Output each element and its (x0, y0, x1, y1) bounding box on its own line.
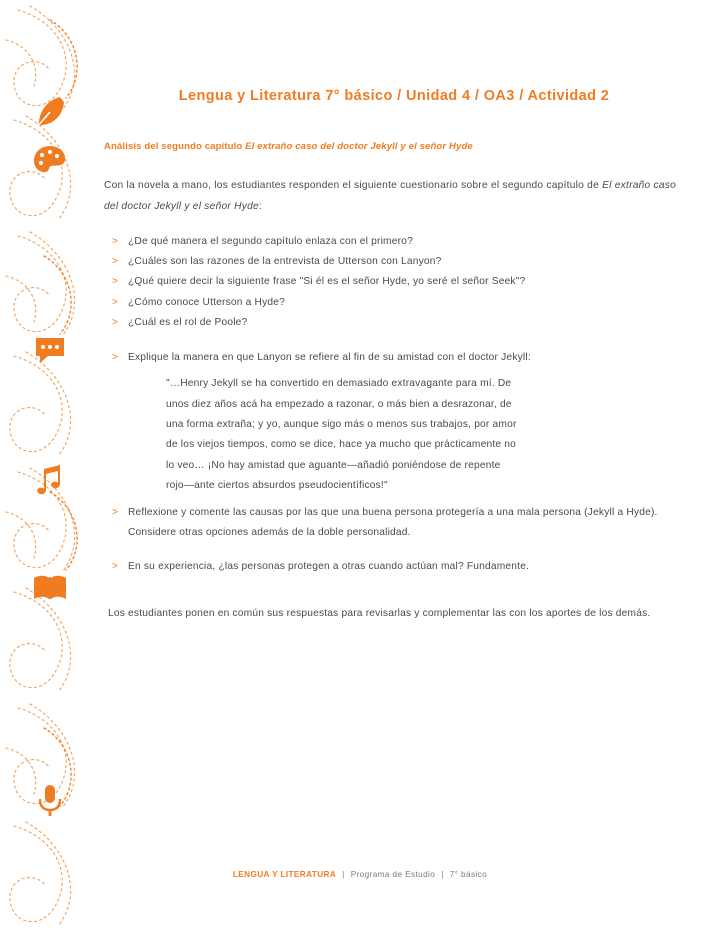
question-text: ¿Cuáles son las razones de la entrevista de Utterson con Lanyon? (128, 256, 442, 268)
quote-block (104, 374, 684, 496)
question-text: ¿Cuál es el rol de Poole? (128, 317, 248, 329)
explain-prompt (104, 348, 684, 368)
quote-line: rojo—ante ciertos absurdos pseudocientíficos!" (166, 480, 388, 492)
question-text: ¿Qué quiere decir la siguiente frase "Si él es el señor Hyde, yo seré el señor Seek"? (128, 276, 526, 288)
subtitle-prefix: Análisis del segundo capítulo (104, 141, 246, 153)
bullet-arrow-icon: > (112, 235, 119, 247)
list-item (104, 313, 684, 333)
feather-pen-icon (30, 92, 70, 132)
intro-part-2: : (258, 200, 262, 212)
speech-bubble-icon (30, 330, 70, 370)
question-list (104, 232, 684, 334)
quote-line: de los viejos tiempos, como se dice, hace ya mucho que prácticamente no (166, 439, 516, 451)
bullet-arrow-icon: > (112, 296, 119, 308)
experience-prompt (104, 557, 684, 577)
intro-part-1: Con la novela a mano, los estudiantes responden el siguiente cuestionario sobre el segundo capítulo de (104, 179, 603, 191)
intro-work-title: El extraño caso del doctor Jekyll y el señor Hyde (104, 179, 677, 212)
reflect-prompt-text: Reflexione y comente las causas por las que una buena persona protegería a una mala persona (Jekyll a Hyde). Considere otras opciones además de la doble personalidad. (128, 506, 658, 538)
experience-prompt-text: En su experiencia, ¿las personas protegen a otras cuando actúan mal? Fundamente. (128, 561, 530, 573)
document-content (104, 0, 684, 624)
footer-grade: 7° básico (449, 870, 488, 879)
bullet-arrow-icon: > (112, 561, 119, 573)
page-footer (0, 870, 720, 879)
question-text: ¿De qué manera el segundo capítulo enlaza con el primero? (128, 235, 413, 247)
quote-line: lo veo… ¡No hay amistad que aguante—añadió poniéndose de repente (166, 459, 501, 471)
footer-separator-2: | (441, 870, 444, 879)
closing-paragraph: Los estudiantes ponen en común sus respuestas para revisarlas y complementar las con los aportes de los demás. (108, 607, 651, 619)
quote-line: unos diez años acá ha empezado a razonar, o más bien a desrazonar, de (166, 398, 512, 410)
list-item (104, 293, 684, 313)
footer-brand: LENGUA Y LITERATURA (232, 870, 337, 879)
page-title: Lengua y Literatura 7° básico / Unidad 4 / OA3 / Actividad 2 (178, 88, 610, 104)
activity-subtitle (104, 141, 684, 153)
bullet-arrow-icon: > (112, 317, 119, 329)
intro-paragraph (104, 176, 684, 218)
bullet-arrow-icon: > (112, 276, 119, 288)
bullet-arrow-icon: > (112, 351, 119, 363)
quote-line: "…Henry Jekyll se ha convertido en demasiado extravagante para mí. De (166, 378, 512, 390)
explain-prompt-text: Explique la manera en que Lanyon se refiere al fin de su amistad con el doctor Jekyll: (128, 351, 531, 363)
list-item (104, 272, 684, 292)
subtitle-work-title: El extraño caso del doctor Jekyll y el señor Hyde (245, 141, 473, 153)
open-book-icon (30, 568, 70, 608)
question-text: ¿Cómo conoce Utterson a Hyde? (128, 296, 285, 308)
list-item (104, 252, 684, 272)
list-item (104, 232, 684, 252)
microphone-icon (30, 780, 70, 820)
footer-separator: | (342, 870, 345, 879)
footer-program: Programa de Estudio (350, 870, 436, 879)
paint-palette-icon (30, 140, 70, 180)
quote-line: una forma extraña; y yo, aunque sigo más o menos sus trabajos, por amor (166, 418, 517, 430)
bullet-arrow-icon: > (112, 506, 119, 518)
music-note-icon (30, 460, 70, 500)
bullet-arrow-icon: > (112, 256, 119, 268)
reflect-prompt (104, 503, 684, 544)
